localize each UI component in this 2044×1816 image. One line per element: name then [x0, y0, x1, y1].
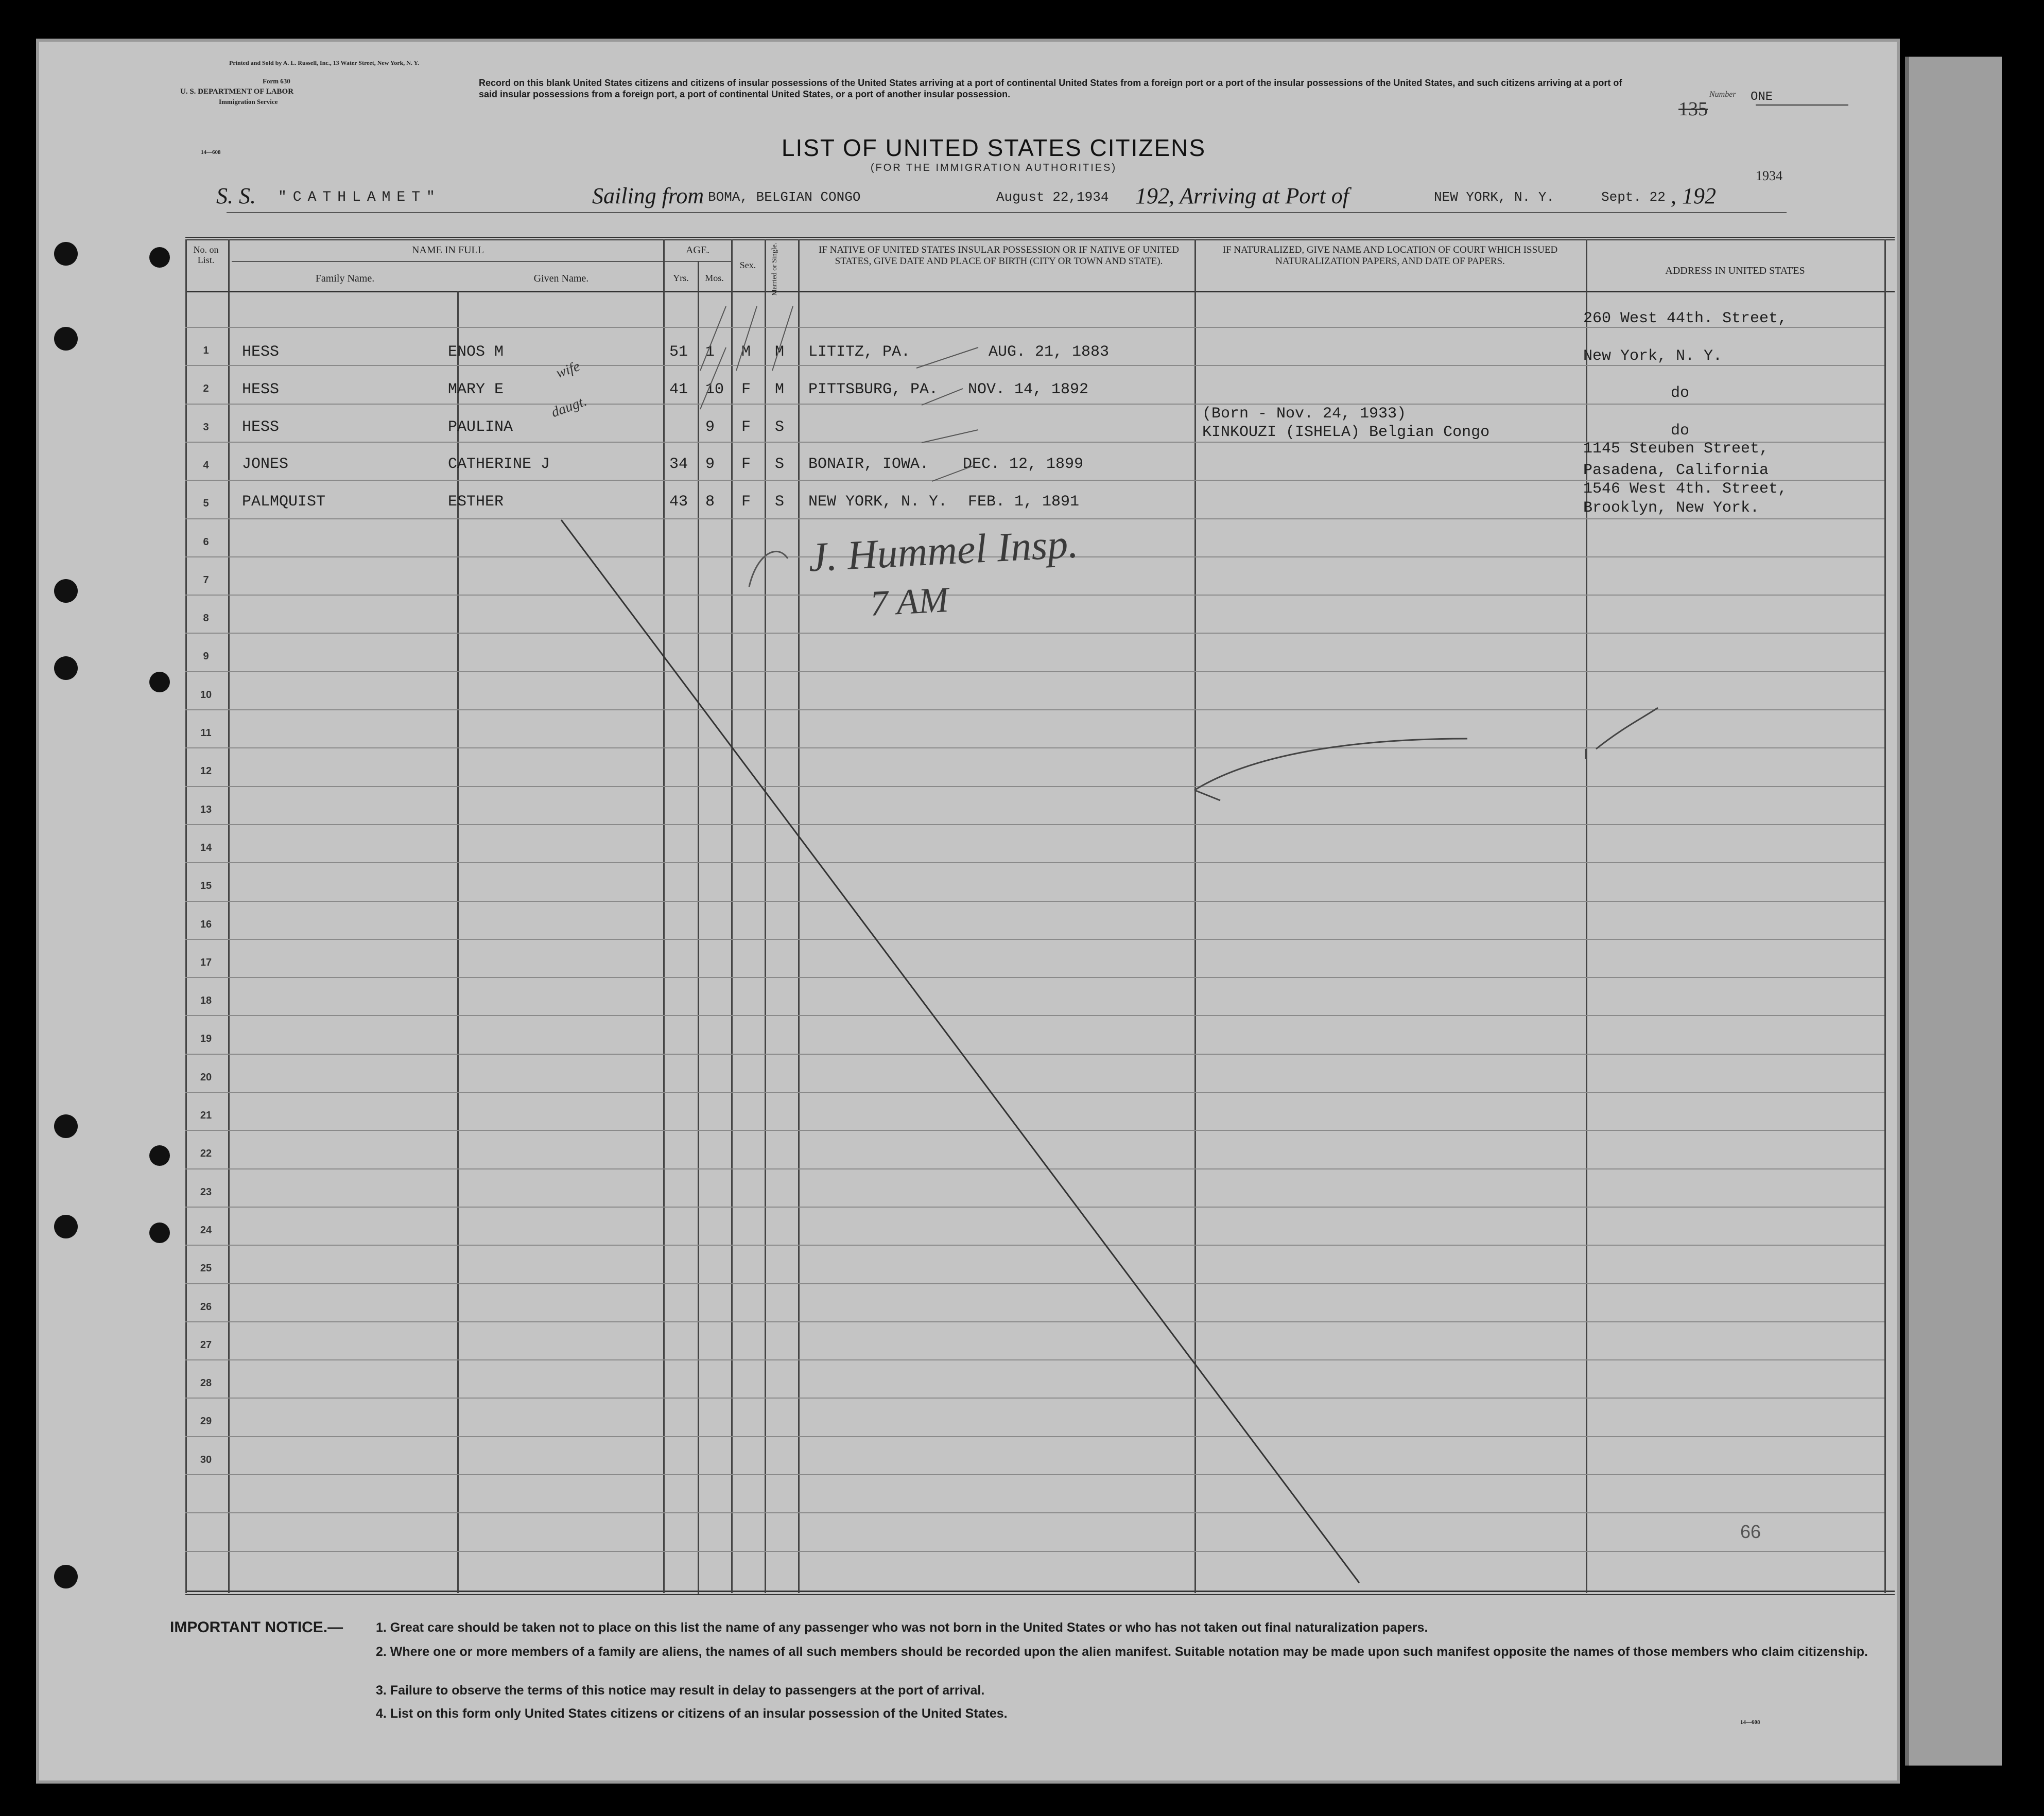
row-number: 23: [200, 1186, 212, 1198]
year-suffix: 192: [1135, 183, 1169, 208]
row-number: 27: [200, 1339, 212, 1351]
header-yrs: Yrs.: [673, 273, 689, 283]
sailing-label: Sailing from: [592, 183, 704, 208]
ship-name: "CATHLAMET": [278, 189, 441, 205]
row-number: 24: [200, 1225, 212, 1236]
header-age: AGE.: [685, 245, 710, 256]
row-number: 8: [203, 613, 209, 624]
row-number: 18: [200, 995, 212, 1006]
row2-place: PITTSBURG, PA.: [808, 381, 939, 398]
departure-date: August 22,1934: [996, 189, 1109, 205]
header-given: Given Name.: [533, 273, 589, 284]
row-number: 3: [203, 422, 209, 433]
row3-ms: S: [775, 418, 785, 436]
row5-address-2: Brooklyn, New York.: [1583, 499, 1760, 517]
form-number: Form 630: [263, 77, 290, 85]
row5-date: FEB. 1, 1891: [968, 493, 1080, 511]
row-number: 9: [203, 651, 209, 662]
number-label: Number: [1709, 90, 1736, 99]
notice-item-2: 2. Where one or more members of a family are aliens, the names of all such members should be recorded upon the alien manifest. Suitable notation may be made upon such manifest opposite the names of those members who claim citizenship.: [376, 1645, 1868, 1659]
signature-flourish: [749, 551, 788, 587]
row1-place: LITITZ, PA.: [808, 343, 911, 361]
row1-date: AUG. 21, 1883: [989, 343, 1110, 361]
row2-mos: 10: [705, 381, 724, 398]
form-code-bottom: 14—608: [1740, 1719, 1760, 1725]
row2-yrs: 41: [669, 381, 688, 398]
row5-address: 1546 West 4th. Street,: [1583, 480, 1788, 498]
row4-given: CATHERINE J: [448, 456, 550, 473]
row-number: 19: [200, 1033, 212, 1044]
row-number: 10: [200, 689, 212, 701]
page-mark: 66: [1740, 1521, 1761, 1542]
pencil-tick: [1586, 708, 1658, 759]
row4-family: JONES: [242, 456, 289, 473]
row4-address: 1145 Steuben Street,: [1583, 440, 1769, 458]
row-number: 11: [200, 727, 212, 739]
row4-sex: F: [741, 456, 751, 473]
row3-address: do: [1671, 422, 1690, 440]
handwritten-daughter: daugt.: [549, 393, 589, 421]
department: U. S. DEPARTMENT OF LABOR: [180, 88, 294, 96]
row-number: 30: [200, 1454, 212, 1465]
row-number: 2: [203, 383, 209, 394]
page-subtitle: (FOR THE IMMIGRATION AUTHORITIES): [870, 162, 1117, 173]
instructions: Record on this blank United States citizens and citizens of insular possessions of the United States arriving at a port of continental United States from a foreign port or a port of the insular possessions of the United States, and such citizens arriving at a port of said insular possessions from a foreign port, a port of continental United States, or a port of another insular possession.: [479, 78, 1622, 99]
row1-sex: M: [741, 343, 751, 361]
row-number: 4: [203, 460, 209, 471]
arrival-date: Sept. 22: [1601, 189, 1666, 205]
check-marks: [700, 306, 793, 409]
notice-heading: IMPORTANT NOTICE.—: [170, 1619, 343, 1636]
row5-mos: 8: [705, 493, 715, 511]
row-number: 12: [200, 765, 212, 777]
inspector-signature: J. Hummel Insp.: [807, 521, 1080, 581]
row3-family: HESS: [242, 418, 280, 436]
header-family: Family Name.: [315, 273, 375, 284]
ss-label: S. S.: [216, 183, 256, 208]
row2-sex: F: [741, 381, 751, 398]
row2-family: HESS: [242, 381, 280, 398]
dash-marks: [916, 347, 978, 481]
row-number: 22: [200, 1148, 212, 1159]
page-title: LIST OF UNITED STATES CITIZENS: [781, 134, 1206, 161]
pencil-marks: [36, 39, 1900, 1784]
row3-natural: KINKOUZI (ISHELA) Belgian Congo: [1202, 424, 1490, 441]
header-birth: IF NATIVE OF UNITED STATES INSULAR POSSESSION OR IF NATIVE OF UNITED STATES, GIVE DATE AND PLACE OF BIRTH (CITY OR TOWN AND STATE).: [819, 245, 1179, 267]
row1-address: New York, N. Y.: [1583, 347, 1723, 365]
notice-item-3: 3. Failure to observe the terms of this notice may result in delay to passengers at the port of arrival.: [376, 1683, 985, 1698]
row2-given: MARY E: [448, 381, 504, 398]
header-name-in-full: NAME IN FULL: [412, 245, 484, 256]
row3-mos: 9: [705, 418, 715, 436]
row1-mos: 1: [705, 343, 715, 361]
row5-given: ESTHER: [448, 493, 504, 511]
arriving-label: , Arriving at Port of: [1169, 183, 1349, 208]
row2-ms: M: [775, 381, 785, 398]
row-number: 26: [200, 1301, 212, 1313]
form-code-top: 14—608: [201, 149, 221, 155]
row-number: 25: [200, 1263, 212, 1274]
header-address: ADDRESS IN UNITED STATES: [1665, 265, 1805, 276]
row-number: 29: [200, 1416, 212, 1427]
row-number: 28: [200, 1377, 212, 1389]
header-no: No. on List.: [193, 245, 219, 265]
cancel-line: [561, 520, 1359, 1583]
pencil-scribble: [1194, 739, 1467, 800]
row3-sex: F: [741, 418, 751, 436]
row1-family: HESS: [242, 343, 280, 361]
row4-yrs: 34: [669, 456, 688, 473]
row1-given: ENOS M: [448, 343, 504, 361]
manifest-page: [36, 39, 1900, 1784]
arrival-year: , 192: [1671, 183, 1716, 208]
notice-item-4: 4. List on this form only United States citizens or citizens of an insular possession of the United States.: [376, 1706, 1008, 1721]
row-number: 20: [200, 1072, 212, 1083]
header-sex: Sex.: [739, 260, 756, 270]
row5-yrs: 43: [669, 493, 688, 511]
signature-note: 7 AM: [869, 580, 950, 624]
row5-family: PALMQUIST: [242, 493, 326, 511]
row4-date: DEC. 12, 1899: [963, 456, 1084, 473]
notice-item-1: 1. Great care should be taken not to place on this list the name of any passenger who was not born in the United States or who has not taken out final naturalization papers.: [376, 1620, 1428, 1635]
printer-line: Printed and Sold by A. L. Russell, Inc., 13 Water Street, New York, N. Y.: [229, 59, 420, 66]
row-number: 15: [200, 880, 212, 892]
row5-ms: S: [775, 493, 785, 511]
row-number: 21: [200, 1110, 212, 1121]
row4-ms: S: [775, 456, 785, 473]
year-note: 1934: [1756, 168, 1782, 183]
row5-place: NEW YORK, N. Y.: [808, 493, 948, 511]
row2-address: do: [1671, 385, 1690, 402]
row3-given: PAULINA: [448, 418, 513, 436]
row4-place: BONAIR, IOWA.: [808, 456, 929, 473]
row-number: 6: [203, 536, 209, 548]
row3-natural-pre: (Born - Nov. 24, 1933): [1202, 405, 1407, 423]
row-number: 7: [203, 574, 209, 586]
row5-sex: F: [741, 493, 751, 511]
sailing-from: BOMA, BELGIAN CONGO: [708, 189, 861, 205]
header-mos: Mos.: [705, 273, 724, 283]
header-naturalized: IF NATURALIZED, GIVE NAME AND LOCATION OF COURT WHICH ISSUED NATURALIZATION PAPERS, AND DATE OF PAPERS.: [1222, 245, 1558, 267]
list-number: ONE: [1751, 90, 1773, 104]
arrival-port: NEW YORK, N. Y.: [1434, 189, 1555, 205]
row4-mos: 9: [705, 456, 715, 473]
row-number: 13: [200, 804, 212, 815]
row1-yrs: 51: [669, 343, 688, 361]
row-number: 1: [203, 345, 209, 356]
row-number: 14: [200, 842, 212, 853]
row-number: 17: [200, 957, 212, 968]
row2-date: NOV. 14, 1892: [968, 381, 1089, 398]
header-married: Married or Single.: [771, 242, 778, 296]
list-number-struck: 135: [1678, 98, 1708, 120]
handwritten-wife: wife: [553, 358, 582, 382]
underlying-page-edge: [1905, 57, 2002, 1766]
service: Immigration Service: [219, 98, 278, 106]
row-number: 5: [203, 498, 209, 509]
row1-address-pre: 260 West 44th. Street,: [1583, 310, 1788, 327]
row4-address-2: Pasadena, California: [1583, 462, 1769, 479]
row-number: 16: [200, 919, 212, 930]
row1-ms: M: [775, 343, 785, 361]
